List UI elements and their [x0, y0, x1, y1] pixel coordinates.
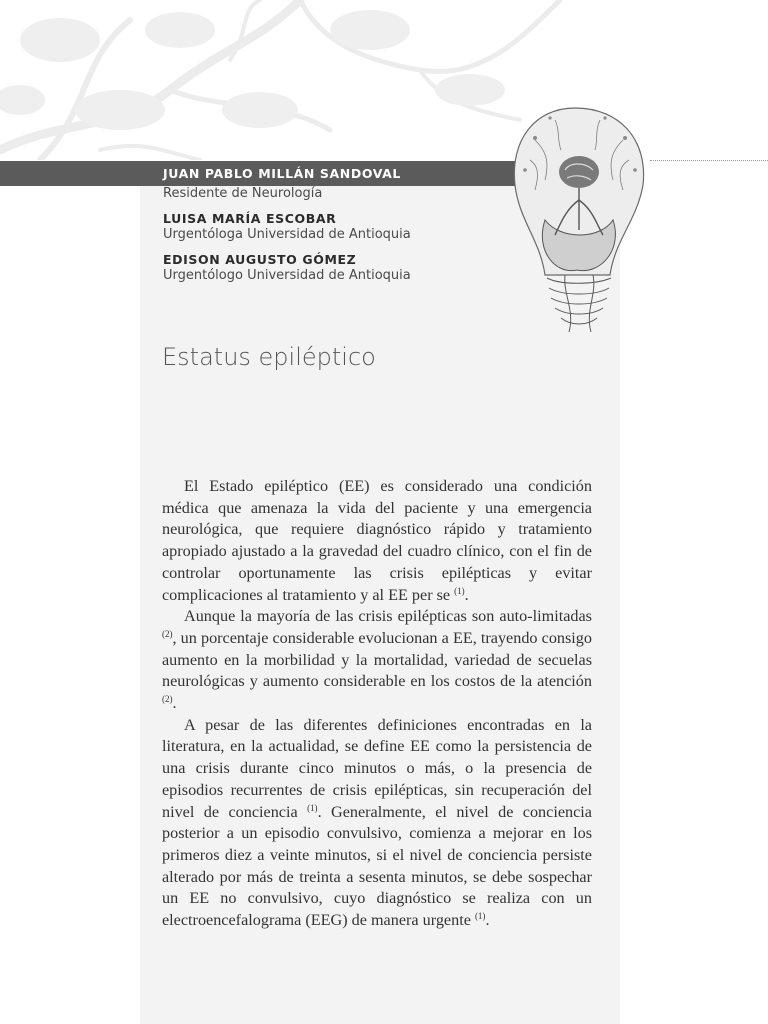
paragraph-text: Aunque la mayoría de las crisis epilépticas son auto-limitadas — [184, 607, 592, 626]
author-name: EDISON AUGUSTO GÓMEZ — [163, 252, 357, 267]
citation-ref: (2) — [162, 694, 173, 705]
author-role: Urgentóloga Universidad de Antioquia — [163, 227, 411, 242]
paragraph-end: . — [485, 911, 490, 930]
citation-ref: (1) — [474, 911, 486, 922]
paragraph — [162, 476, 592, 606]
paragraph-text: , un porcentaje considerable evolucionan a EE, trayendo consigo aumento en la morbilidad y la mortalidad, variedad de secuelas neurológicas y aumento considerable en los costos de la atención — [162, 628, 592, 691]
dotted-divider — [650, 160, 768, 161]
paragraph-end: . — [172, 694, 177, 713]
chapter-title: Estatus epiléptico — [162, 343, 376, 371]
paragraph-text: El Estado epiléptico (EE) es considerado una condición médica que amenaza la vida del paciente y una emergencia neurológica, que requiere diagnóstico rápido y tratamiento apropiado ajustado a la gravedad del cuadro clínico, con el fin de controlar oportunamente las crisis epilépticas y evitar complicaciones al tratamiento y al EE per se — [162, 477, 592, 604]
paragraph-text: A pesar de las diferentes definiciones encontradas en la literatura, en la actualidad, se define EE como la persistencia de una crisis durante cinco minutos o más, o la presencia de episodios recurrentes de crisis epilépticas, sin recuperación del nivel de conciencia — [162, 715, 592, 821]
author-name: JUAN PABLO MILLÁN SANDOVAL — [163, 166, 401, 181]
author-name: LUISA MARÍA ESCOBAR — [163, 211, 337, 226]
paragraph — [162, 715, 592, 932]
author-role: Residente de Neurología — [163, 186, 323, 201]
citation-ref: (1) — [454, 585, 465, 596]
citation-ref: (1) — [307, 802, 318, 813]
author-role: Urgentólogo Universidad de Antioquia — [163, 268, 411, 283]
paragraph-text: . Generalmente, el nivel de conciencia posterior a un episodio convulsivo, comienza a mejorar en los primeros diez a veinte minutos, si el nivel de conciencia persiste alterado por más de treinta a sesenta minutos, se debe sospechar un EE no convulsivo, cuyo diagnóstico se realiza con un electroencefalograma (EEG) de manera urgente — [162, 802, 592, 930]
body-text — [162, 476, 592, 932]
paragraph-end: . — [464, 585, 469, 604]
paragraph — [162, 606, 592, 715]
citation-ref: (2) — [162, 628, 173, 639]
lightbulb-brain-illustration — [505, 100, 655, 340]
